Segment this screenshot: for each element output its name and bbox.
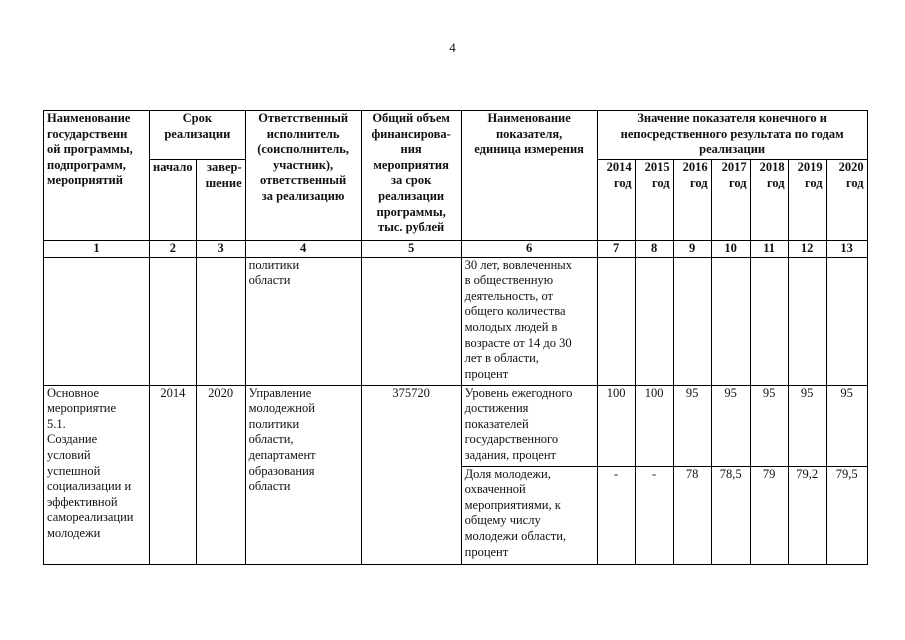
cell-value: 95: [711, 385, 750, 466]
header-name: Наименование государственн ой программы, подпрограмм, мероприятий: [44, 111, 150, 241]
cell-value: [597, 257, 635, 385]
column-number-row: [44, 241, 868, 258]
cell-value: -: [597, 466, 635, 564]
column-number: 13: [826, 241, 867, 258]
cell-value: 95: [826, 385, 867, 466]
column-number: 9: [673, 241, 711, 258]
cell-start: [150, 257, 197, 385]
column-number: 1: [44, 241, 150, 258]
cell-value: 79,2: [788, 466, 826, 564]
column-number: 4: [245, 241, 361, 258]
header-year-2017: 2017 год: [711, 160, 750, 241]
cell-executor: Управление молодежной политики области, департамент образования области: [245, 385, 361, 564]
table-row: [44, 257, 868, 385]
cell-value: 78: [673, 466, 711, 564]
header-year-2015: 2015 год: [635, 160, 673, 241]
column-number: 5: [361, 241, 461, 258]
cell-end: 2020: [196, 385, 245, 564]
column-number: 2: [150, 241, 197, 258]
column-number: 3: [196, 241, 245, 258]
column-number: 10: [711, 241, 750, 258]
cell-value: [826, 257, 867, 385]
cell-value: -: [635, 466, 673, 564]
header-year-2019: 2019 год: [788, 160, 826, 241]
indicator-table: [43, 110, 868, 565]
column-number: 8: [635, 241, 673, 258]
cell-value: [673, 257, 711, 385]
cell-value: [635, 257, 673, 385]
cell-indicator: 30 лет, вовлеченных в общественную деятельность, от общего количества молодых людей в возрасте от 14 до 30 лет в области, процент: [461, 257, 597, 385]
header-values: Значение показателя конечного и непосредственного результата по годам реализации: [597, 111, 867, 160]
cell-funding: 375720: [361, 385, 461, 564]
header-row-1: [44, 111, 868, 160]
cell-start: 2014: [150, 385, 197, 564]
page-number: 4: [449, 40, 456, 55]
cell-value: 79,5: [826, 466, 867, 564]
cell-end: [196, 257, 245, 385]
header-executor: Ответственный исполнитель (соисполнитель, участник), ответственный за реализацию: [245, 111, 361, 241]
cell-executor: политики области: [245, 257, 361, 385]
cell-indicator: Уровень ежегодного достижения показателей государственного задания, процент: [461, 385, 597, 466]
cell-value: 100: [597, 385, 635, 466]
header-year-2016: 2016 год: [673, 160, 711, 241]
cell-value: [788, 257, 826, 385]
cell-name: Основное мероприятие 5.1. Создание условий успешной социализации и эффективной самореализации молодежи: [44, 385, 150, 564]
column-number: 7: [597, 241, 635, 258]
cell-name: [44, 257, 150, 385]
cell-value: 79: [750, 466, 788, 564]
column-number: 12: [788, 241, 826, 258]
table-row: [44, 385, 868, 466]
cell-value: 95: [788, 385, 826, 466]
cell-value: 95: [750, 385, 788, 466]
header-year-2020: 2020 год: [826, 160, 867, 241]
column-number: 6: [461, 241, 597, 258]
header-funding: Общий объем финансирова- ния мероприятия за срок реализации программы, тыс. рублей: [361, 111, 461, 241]
cell-indicator: Доля молодежи, охваченной мероприятиями, к общему числу молодежи области, процент: [461, 466, 597, 564]
cell-value: 78,5: [711, 466, 750, 564]
header-indicator: Наименование показателя, единица измерения: [461, 111, 597, 241]
cell-value: [711, 257, 750, 385]
cell-funding: [361, 257, 461, 385]
header-period: Срок реализации: [150, 111, 246, 160]
header-year-2018: 2018 год: [750, 160, 788, 241]
header-start: начало: [150, 160, 197, 241]
cell-value: 95: [673, 385, 711, 466]
cell-value: [750, 257, 788, 385]
cell-value: 100: [635, 385, 673, 466]
header-end: завер- шение: [196, 160, 245, 241]
header-year-2014: 2014 год: [597, 160, 635, 241]
column-number: 11: [750, 241, 788, 258]
